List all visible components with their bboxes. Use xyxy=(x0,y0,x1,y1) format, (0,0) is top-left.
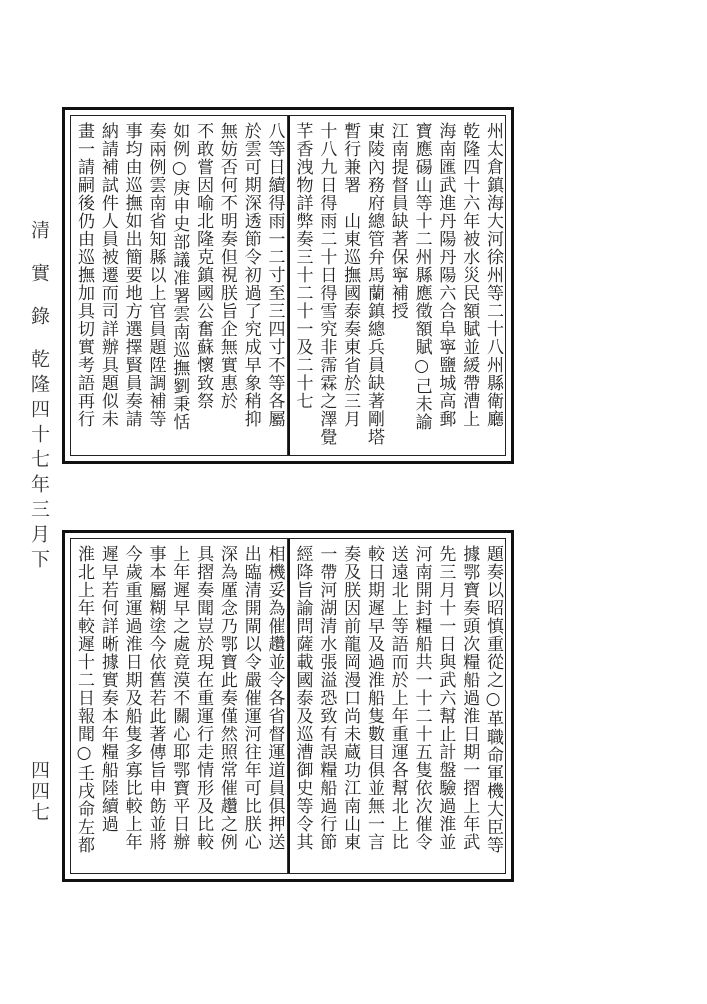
top-left-page xyxy=(71,116,288,455)
text-column: 東陵內務府總管弁馬蘭鎮總兵員缺著剛塔 xyxy=(363,122,384,446)
top-spread-frame xyxy=(70,115,506,456)
text-column: 州太倉鎮海大河徐州等二十八州縣衛廳 xyxy=(483,122,503,428)
text-column: 不敢嘗因喻北隆克鎮國公奮蘇懷致祭 xyxy=(193,122,214,410)
text-column: 遲早若何詳晰據實奏本年糧船陸續過 xyxy=(97,545,118,833)
text-column: 今歲重運過淮日期及船隻多寡比較上年 xyxy=(121,545,142,851)
text-column: 事本屬糊塗今依舊若此著傳旨申飭並將 xyxy=(145,545,166,851)
text-column: 題奏以昭慎重從之○革職命軍機大臣等 xyxy=(483,545,503,854)
text-column: 相機妥為催趲並令各省督運道員俱押送 xyxy=(264,545,285,851)
book-title-char-3: 錄 xyxy=(28,306,50,331)
text-column: 於雲可期深透節令初過了究成早象稍抑 xyxy=(240,122,261,428)
bottom-right-page xyxy=(288,539,506,873)
book-title-char-1: 清 xyxy=(28,220,50,245)
text-column: 事均由巡撫如出簡要地方選擇賢員奏請 xyxy=(121,122,142,428)
text-column: 據鄂寶奏頭次糧船過淮日期一摺上年武 xyxy=(459,545,480,851)
text-column: 八等日續得雨一二寸至三四寸不等各屬 xyxy=(264,122,285,428)
top-spread xyxy=(62,107,514,464)
text-column: 經降旨諭問薩載國泰及巡漕御史等令其 xyxy=(292,545,313,851)
text-column: 無妨否何不明奏但視朕旨企無實惠於 xyxy=(216,122,237,410)
text-column: 送遠北上等語而於上年重運各幫北上比 xyxy=(387,545,408,851)
text-column: 江南提督員缺著保寧補授 xyxy=(387,122,408,320)
section-label: 乾隆四十七年三月下 xyxy=(28,349,50,574)
page-number: 四四七 xyxy=(28,760,50,823)
text-column: 深為厪念乃鄂寶此奏僅然照常催趲之例 xyxy=(216,545,237,851)
margin-book-title xyxy=(26,220,53,574)
text-column: 海南匯武進丹陽丹陽六合阜寧鹽城高郵 xyxy=(435,122,456,428)
text-column: 寶應碭山等十二州縣應徵額賦○己未諭 xyxy=(411,122,432,431)
text-column: 畫一請嗣後仍由巡撫加具切實考語再行 xyxy=(74,122,94,428)
text-column: 較日期遲早及過淮船隻數目俱並無一言 xyxy=(363,545,384,851)
text-column: 淮北上年較遲十二日報聞○壬戌命左都 xyxy=(74,545,94,854)
text-column: 納請補試件人員被遷而司詳辦具題似未 xyxy=(97,122,118,428)
text-column: 一帶河湖清水張溢恐致有誤糧船過行節 xyxy=(316,545,337,851)
text-column: 先三月十一日與武六幫止計盤驗過淮並 xyxy=(435,545,456,851)
text-column: 芊香洩物詳弊奏三十二十一及二十七 xyxy=(292,122,313,410)
top-right-page xyxy=(288,116,506,455)
bottom-left-page xyxy=(71,539,288,873)
text-column: 出臨清開閘以令嚴催運河往年可比朕心 xyxy=(240,545,261,851)
text-column: 乾隆四十六年被水災民額賦並緩帶漕上 xyxy=(459,122,480,428)
bottom-spread xyxy=(62,530,514,882)
text-column: 如例○庚申史部議准署雲南巡撫劉秉恬 xyxy=(169,122,190,431)
text-column: 十八九日得雨二十日得雪究非霈霖之澤覺 xyxy=(316,122,337,446)
text-column: 暫行兼署 山東巡撫國泰奏東省於三月 xyxy=(340,122,361,428)
bottom-spread-frame xyxy=(70,538,506,874)
text-column: 奏及朕因前龍岡漫口尚未蔵功江南山東 xyxy=(340,545,361,851)
text-column: 奏兩例雲南省知縣以上官員題陞調補等 xyxy=(145,122,166,428)
text-column: 具摺奏聞豈於現在重運行走情形及比較 xyxy=(193,545,214,851)
book-title-char-2: 實 xyxy=(28,263,50,288)
text-column: 上年遲早之處竟漠不關心耶鄂寶平日辦 xyxy=(169,545,190,851)
text-column: 河南開封糧船共一十二十五隻依次催令 xyxy=(411,545,432,851)
